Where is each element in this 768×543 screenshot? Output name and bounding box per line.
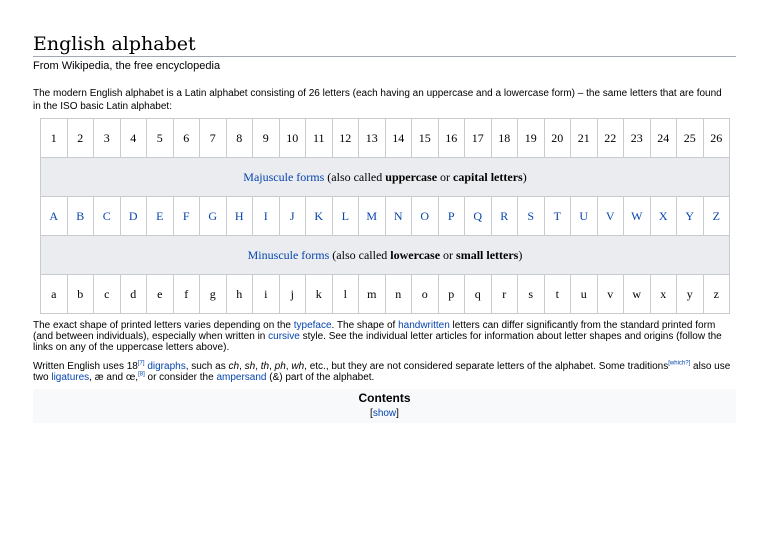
letter-number-cell: 10 (279, 119, 306, 158)
lowercase-letter-cell: p (438, 275, 465, 314)
citation-7-link[interactable]: [7] (137, 360, 145, 367)
lowercase-letter-cell: x (650, 275, 677, 314)
paragraph-text: , (239, 361, 245, 372)
uppercase-row (41, 197, 730, 236)
uppercase-letter-link[interactable]: L (332, 197, 359, 236)
letter-number-cell: 19 (518, 119, 545, 158)
lowercase-letter-cell: e (147, 275, 174, 314)
letter-number-cell: 22 (597, 119, 624, 158)
letter-number-cell: 11 (306, 119, 333, 158)
table-of-contents (33, 389, 736, 423)
cursive-link[interactable]: cursive (268, 331, 300, 342)
uppercase-letter-link[interactable]: T (544, 197, 571, 236)
lowercase-letter-cell: v (597, 275, 624, 314)
letter-number-cell: 5 (147, 119, 174, 158)
uppercase-letter-link[interactable]: F (173, 197, 200, 236)
letter-number-cell: 23 (624, 119, 651, 158)
ampersand-link[interactable]: ampersand (216, 372, 267, 383)
letter-number-cell: 9 (253, 119, 280, 158)
lowercase-letter-cell: r (491, 275, 518, 314)
lowercase-letter-cell: n (385, 275, 412, 314)
letter-number-cell: 26 (703, 119, 730, 158)
lowercase-letter-cell: s (518, 275, 545, 314)
alphabet-table (40, 118, 730, 314)
lowercase-letter-cell: h (226, 275, 253, 314)
digraphs-link[interactable]: digraphs (147, 361, 186, 372)
letter-number-cell: 14 (385, 119, 412, 158)
digraph-example: th (260, 361, 270, 372)
paragraph-text: also use two (33, 361, 731, 383)
lowercase-letter-cell: g (200, 275, 227, 314)
minuscule-text: (also called (329, 247, 391, 262)
digraph-example: wh (291, 361, 305, 372)
lowercase-term: lowercase (390, 247, 441, 262)
uppercase-letter-link[interactable]: C (94, 197, 121, 236)
lowercase-letter-cell: d (120, 275, 147, 314)
majuscule-text: or (437, 169, 454, 184)
lowercase-letter-cell: l (332, 275, 359, 314)
letter-number-cell: 12 (332, 119, 359, 158)
letter-number-cell: 13 (359, 119, 386, 158)
lowercase-letter-cell: q (465, 275, 492, 314)
uppercase-letter-link[interactable]: J (279, 197, 306, 236)
paragraph-text: Written English uses 18 (33, 361, 138, 372)
letter-number-cell: 8 (226, 119, 253, 158)
paragraph-text: (&) part of the alphabet. (266, 372, 375, 383)
lowercase-letter-cell: j (279, 275, 306, 314)
paragraph-text: , (255, 361, 261, 372)
letter-number-cell: 21 (571, 119, 598, 158)
letter-number-cell: 20 (544, 119, 571, 158)
uppercase-letter-link[interactable]: Z (703, 197, 730, 236)
uppercase-letter-link[interactable]: W (624, 197, 651, 236)
lowercase-letter-cell: m (359, 275, 386, 314)
contents-show-link[interactable]: show (372, 408, 397, 419)
paragraph-text: style. See the individual letter articles for information about letter shapes and origins (follow the links on any of the uppercase letters above). (33, 331, 722, 353)
intro-paragraph: The modern English alphabet is a Latin alphabet consisting of 26 letters (each having an uppercase and a lowercase form) – the same letters that are found in the ISO basic Latin alphabet: (33, 88, 722, 112)
paragraph-text: , such as (185, 361, 229, 372)
ligatures-link[interactable]: ligatures (51, 372, 90, 383)
letter-number-cell: 24 (650, 119, 677, 158)
uppercase-letter-link[interactable]: M (359, 197, 386, 236)
letter-number-cell: 15 (412, 119, 439, 158)
minuscule-header-row (41, 236, 730, 275)
citation-8-link[interactable]: [8] (138, 371, 145, 378)
lowercase-letter-cell: f (173, 275, 200, 314)
letter-shape-paragraph (33, 320, 738, 353)
uppercase-letter-link[interactable]: Y (677, 197, 704, 236)
uppercase-letter-link[interactable]: D (120, 197, 147, 236)
tagline: From Wikipedia, the free encyclopedia (33, 60, 221, 72)
letter-number-cell: 17 (465, 119, 492, 158)
paragraph-text: , æ and œ, (89, 372, 139, 383)
paragraph-text: The exact shape of printed letters varies depending on the (33, 320, 294, 331)
letter-number-cell: 25 (677, 119, 704, 158)
paragraph-text: letters can differ significantly from the standard printed form (and between individuals), especially when written in (33, 320, 716, 342)
paragraph-text: , etc., but they are not considered separate letters of the alphabet. Some traditions (304, 361, 669, 372)
lowercase-letter-cell: u (571, 275, 598, 314)
lowercase-letter-cell: z (703, 275, 730, 314)
digraph-example: sh (244, 361, 256, 372)
digraphs-paragraph (33, 361, 738, 383)
letter-number-cell: 6 (173, 119, 200, 158)
lowercase-letter-cell: w (624, 275, 651, 314)
majuscule-text: ) (522, 169, 527, 184)
majuscule-forms-link[interactable]: Majuscule forms (243, 169, 325, 184)
digraph-example: ch (228, 361, 240, 372)
uppercase-letter-link[interactable]: E (147, 197, 174, 236)
lowercase-letter-cell: k (306, 275, 333, 314)
contents-title: Contents (358, 391, 411, 405)
letter-number-cell: 18 (491, 119, 518, 158)
uppercase-letter-link[interactable]: N (385, 197, 412, 236)
letter-number-cell: 2 (67, 119, 94, 158)
uppercase-letter-link[interactable]: H (226, 197, 253, 236)
uppercase-letter-link[interactable]: X (650, 197, 677, 236)
letter-number-cell: 3 (94, 119, 121, 158)
uppercase-letter-link[interactable]: I (253, 197, 280, 236)
majuscule-header-row (41, 158, 730, 197)
paragraph-text: or consider the (144, 372, 217, 383)
lowercase-row (41, 275, 730, 314)
minuscule-forms-link[interactable]: Minuscule forms (247, 247, 330, 262)
lowercase-letter-cell: o (412, 275, 439, 314)
uppercase-letter-link[interactable]: K (306, 197, 333, 236)
uppercase-letter-link[interactable]: V (597, 197, 624, 236)
small-letters-term: small letters (456, 247, 519, 262)
letter-number-cell: 7 (200, 119, 227, 158)
uppercase-letter-link[interactable]: Q (465, 197, 492, 236)
uppercase-letter-link[interactable]: S (518, 197, 545, 236)
digraph-example: ph (274, 361, 286, 372)
uppercase-letter-link[interactable]: G (200, 197, 227, 236)
uppercase-letter-link[interactable]: U (571, 197, 598, 236)
minuscule-text: ) (518, 247, 523, 262)
lowercase-letter-cell: c (94, 275, 121, 314)
letter-number-cell: 16 (438, 119, 465, 158)
lowercase-letter-cell: i (253, 275, 280, 314)
letter-number-cell: 4 (120, 119, 147, 158)
capital-letters-term: capital letters (453, 169, 523, 184)
typeface-link[interactable]: typeface (293, 320, 332, 331)
minuscule-text: or (440, 247, 457, 262)
lowercase-letter-cell: y (677, 275, 704, 314)
paragraph-text: , (285, 361, 292, 372)
majuscule-text: (also called (324, 169, 386, 184)
handwritten-link[interactable]: handwritten (398, 320, 450, 331)
which-tag-link[interactable]: [which?] (668, 360, 691, 367)
majuscule-header (41, 158, 730, 197)
paragraph-text: , (269, 361, 275, 372)
lowercase-letter-cell: a (41, 275, 68, 314)
contents-toggle: [show] (370, 408, 399, 419)
paragraph-text: . The shape of (331, 320, 399, 331)
lowercase-letter-cell: t (544, 275, 571, 314)
uppercase-letter-link[interactable]: A (41, 197, 68, 236)
uppercase-letter-link[interactable]: P (438, 197, 465, 236)
uppercase-letter-link[interactable]: B (67, 197, 94, 236)
uppercase-term: uppercase (385, 169, 438, 184)
article (33, 34, 736, 423)
uppercase-letter-link[interactable]: R (491, 197, 518, 236)
lowercase-letter-cell: b (67, 275, 94, 314)
number-row (41, 119, 730, 158)
letter-number-cell: 1 (41, 119, 68, 158)
page-title: English alphabet (33, 34, 736, 57)
uppercase-letter-link[interactable]: O (412, 197, 439, 236)
minuscule-header (41, 236, 730, 275)
